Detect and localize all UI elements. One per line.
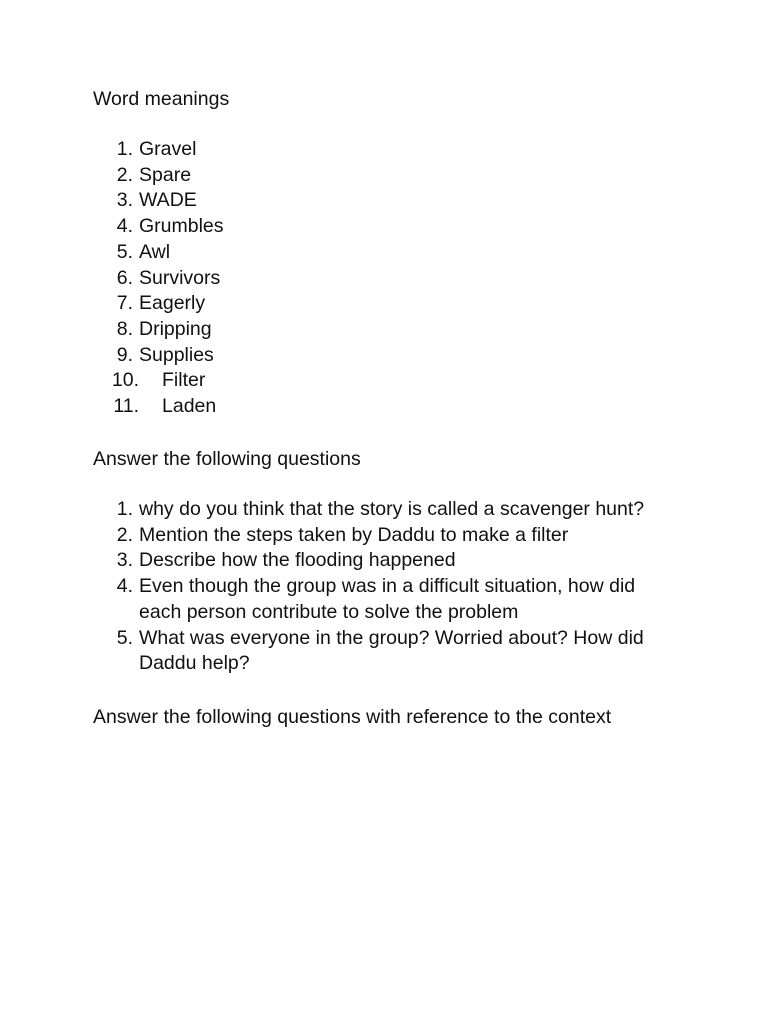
question-text: Describe how the flooding happened xyxy=(139,549,456,572)
question-text: Even though the group was in a difficult situation, how did each person contribute to solve the problem xyxy=(139,575,636,623)
list-item-text: Filter xyxy=(162,369,206,392)
list-item xyxy=(93,266,224,292)
list-item-text: Laden xyxy=(162,395,217,418)
list-number: 2. xyxy=(116,523,133,546)
list-item xyxy=(93,317,224,343)
list-item xyxy=(93,163,224,189)
list-number: 1. xyxy=(116,138,133,160)
list-item-text: Awl xyxy=(139,240,171,263)
questions-heading: Answer the following questions xyxy=(93,448,361,470)
list-item-text: WADE xyxy=(139,189,197,212)
list-item-text: Grumbles xyxy=(139,215,224,238)
list-item xyxy=(93,523,699,549)
question-text: why do you think that the story is called a scavenger hunt? xyxy=(139,498,645,520)
list-item xyxy=(93,343,224,369)
list-item xyxy=(93,214,224,240)
list-item xyxy=(93,574,699,625)
list-number: 5. xyxy=(116,626,133,649)
list-item xyxy=(93,394,224,420)
list-number: 5. xyxy=(116,240,133,263)
list-item xyxy=(93,368,224,394)
question-text: Mention the steps taken by Daddu to make a filter xyxy=(139,523,569,546)
list-number: 3. xyxy=(116,549,133,572)
list-number: 2. xyxy=(116,163,133,186)
list-item-text: Supplies xyxy=(139,343,214,366)
list-number: 4. xyxy=(116,575,133,598)
list-item-text: Gravel xyxy=(139,138,197,160)
list-item-text: Survivors xyxy=(139,266,221,289)
list-number: 3. xyxy=(116,189,133,212)
list-item xyxy=(93,548,699,574)
list-number: 9. xyxy=(116,343,133,366)
list-number: 7. xyxy=(116,292,133,315)
list-number: 11. xyxy=(113,395,139,418)
list-item xyxy=(93,188,224,214)
list-item xyxy=(93,291,224,317)
list-item-text: Spare xyxy=(139,163,192,186)
list-item xyxy=(93,497,699,523)
list-item xyxy=(93,137,224,163)
list-item-text: Dripping xyxy=(139,317,212,340)
list-number: 4. xyxy=(116,215,133,238)
question-text: What was everyone in the group? Worried about? How did Daddu help? xyxy=(139,626,644,675)
word-meanings-heading: Word meanings xyxy=(93,88,230,110)
list-item xyxy=(93,240,224,266)
questions-list xyxy=(93,497,699,677)
list-number: 1. xyxy=(116,498,133,520)
word-meanings-list xyxy=(93,137,224,420)
list-number: 8. xyxy=(116,317,133,340)
list-number: 6. xyxy=(116,266,133,289)
context-heading: Answer the following questions with reference to the context xyxy=(93,706,612,728)
list-item-text: Eagerly xyxy=(139,292,206,315)
list-number: 10. xyxy=(111,369,139,392)
list-item xyxy=(93,626,699,677)
